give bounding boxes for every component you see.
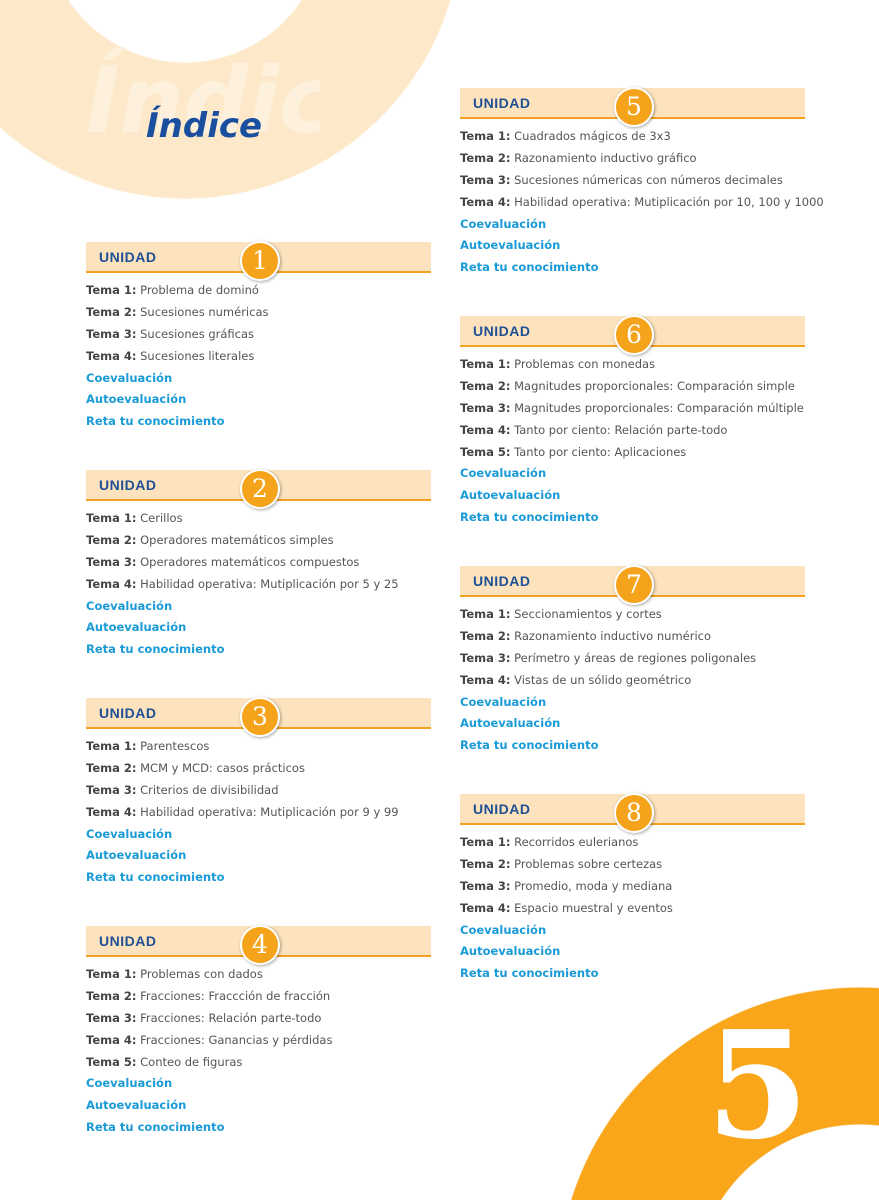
autoevaluacion-link[interactable]: Autoevaluación: [460, 488, 561, 503]
unit-label: UNIDAD: [99, 705, 157, 721]
tema-item[interactable]: [460, 672, 805, 694]
tema-item[interactable]: [460, 628, 805, 650]
unit-items: [460, 356, 805, 531]
tema-title: Problema de dominó: [140, 283, 259, 297]
tema-item[interactable]: [86, 576, 431, 598]
unit-number-badge: 7: [614, 565, 654, 605]
tema-title: Sucesiones literales: [140, 348, 255, 363]
tema-prefix: Tema 3:: [460, 400, 511, 415]
tema-title: Cerillos: [140, 511, 183, 525]
unit-header: [86, 470, 431, 501]
tema-prefix: Tema 1:: [86, 511, 137, 525]
unit-header: [86, 698, 431, 729]
tema-title: Habilidad operativa: Mutiplicación por 10, 100 y 1000: [514, 194, 824, 209]
tema-prefix: Tema 4:: [86, 1032, 137, 1047]
tema-prefix: Tema 3:: [86, 1010, 137, 1025]
tema-prefix: Tema 3:: [86, 554, 137, 569]
tema-prefix: Tema 1:: [86, 967, 137, 981]
tema-item[interactable]: [86, 532, 431, 554]
tema-prefix: Tema 2:: [460, 150, 511, 165]
tema-prefix: Tema 2:: [86, 532, 137, 547]
page-number: 5: [706, 998, 809, 1172]
tema-prefix: Tema 5:: [86, 1054, 137, 1069]
unit-number-badge: 2: [240, 469, 280, 509]
unit-header: [460, 566, 805, 597]
reta-tu-conocimiento-link[interactable]: Reta tu conocimiento: [86, 1120, 225, 1135]
unit-number-badge: 4: [240, 925, 280, 965]
unit-header: [460, 316, 805, 347]
tema-item[interactable]: [460, 400, 805, 422]
tema-item[interactable]: [86, 282, 431, 304]
tema-title: Operadores matemáticos compuestos: [140, 554, 360, 569]
tema-title: Recorridos eulerianos: [514, 835, 639, 849]
tema-item[interactable]: [460, 150, 805, 172]
tema-item[interactable]: [460, 172, 805, 194]
tema-title: Problemas con monedas: [514, 357, 656, 371]
autoevaluacion-link[interactable]: Autoevaluación: [86, 392, 187, 407]
tema-title: Tanto por ciento: Aplicaciones: [514, 444, 687, 459]
tema-item[interactable]: [460, 834, 805, 856]
tema-item[interactable]: [86, 1010, 431, 1032]
tema-prefix: Tema 2:: [86, 304, 137, 319]
tema-item[interactable]: [460, 650, 805, 672]
tema-prefix: Tema 1:: [460, 357, 511, 371]
unit-header: [460, 88, 805, 119]
tema-prefix: Tema 4:: [86, 348, 137, 363]
tema-item[interactable]: [86, 304, 431, 326]
tema-item[interactable]: [86, 738, 431, 760]
tema-prefix: Tema 1:: [460, 607, 511, 621]
tema-prefix: Tema 4:: [460, 672, 511, 687]
tema-title: Magnitudes proporcionales: Comparación múltiple: [514, 400, 804, 415]
tema-title: Fracciones: Fraccción de fracción: [140, 988, 331, 1003]
unit-items: [86, 966, 431, 1141]
coevaluacion-link[interactable]: Coevaluación: [86, 370, 173, 385]
tema-prefix: Tema 2:: [86, 988, 137, 1003]
unit-5: [460, 88, 824, 281]
tema-item[interactable]: [460, 856, 805, 878]
unit-number-badge: 3: [240, 697, 280, 737]
tema-prefix: Tema 2:: [460, 628, 511, 643]
unit-number-badge: 6: [614, 315, 654, 355]
autoevaluacion-link[interactable]: Autoevaluación: [460, 238, 561, 253]
tema-title: Sucesiones númericas con números decimales: [514, 172, 783, 187]
tema-title: Vistas de un sólido geométrico: [514, 672, 692, 687]
tema-item[interactable]: [460, 356, 805, 378]
reta-tu-conocimiento-link[interactable]: Reta tu conocimiento: [86, 642, 225, 657]
unit-header: [86, 242, 431, 273]
tema-title: Conteo de figuras: [140, 1054, 243, 1069]
tema-title: Magnitudes proporcionales: Comparación simple: [514, 378, 795, 393]
tema-prefix: Tema 1:: [460, 835, 511, 849]
reta-tu-conocimiento-link[interactable]: Reta tu conocimiento: [460, 966, 599, 981]
coevaluacion-link[interactable]: Coevaluación: [86, 1076, 173, 1091]
tema-title: Habilidad operativa: Mutiplicación por 9 y 99: [140, 804, 399, 819]
tema-prefix: Tema 1:: [86, 283, 137, 297]
unit-1: [86, 242, 431, 435]
tema-item[interactable]: [460, 128, 805, 150]
tema-title: Razonamiento inductivo gráfico: [514, 150, 697, 165]
unit-items: [86, 738, 431, 891]
tema-prefix: Tema 1:: [460, 129, 511, 143]
tema-prefix: Tema 1:: [86, 739, 137, 753]
tema-item[interactable]: [86, 760, 431, 782]
unit-header: [460, 794, 805, 825]
tema-item[interactable]: [86, 1032, 431, 1054]
tema-prefix: Tema 4:: [86, 804, 137, 819]
unit-label: UNIDAD: [473, 801, 531, 817]
unit-items: [460, 128, 824, 281]
tema-item[interactable]: [460, 194, 824, 216]
tema-title: MCM y MCD: casos prácticos: [140, 760, 305, 775]
tema-title: Fracciones: Ganancias y pérdidas: [140, 1032, 333, 1047]
tema-item[interactable]: [86, 510, 431, 532]
unit-label: UNIDAD: [473, 323, 531, 339]
tema-prefix: Tema 3:: [460, 878, 511, 893]
unit-label: UNIDAD: [473, 95, 531, 111]
autoevaluacion-link[interactable]: Autoevaluación: [460, 944, 561, 959]
tema-title: Sucesiones numéricas: [140, 304, 269, 319]
unit-items: [460, 834, 805, 987]
tema-item[interactable]: [86, 1054, 431, 1076]
unit-label: UNIDAD: [99, 249, 157, 265]
unit-number-badge: 8: [614, 793, 654, 833]
unit-6: [460, 316, 805, 531]
autoevaluacion-link[interactable]: Autoevaluación: [460, 716, 561, 731]
tema-item[interactable]: [86, 966, 431, 988]
unit-items: [86, 282, 431, 435]
tema-item[interactable]: [86, 782, 431, 804]
tema-prefix: Tema 4:: [460, 900, 511, 915]
tema-item[interactable]: [460, 444, 805, 466]
unit-number-badge: 5: [614, 87, 654, 127]
unit-3: [86, 698, 431, 891]
tema-title: Parentescos: [140, 739, 210, 753]
autoevaluacion-link[interactable]: Autoevaluación: [86, 848, 187, 863]
unit-items: [86, 510, 431, 663]
tema-prefix: Tema 2:: [460, 378, 511, 393]
tema-title: Habilidad operativa: Mutiplicación por 5 y 25: [140, 576, 399, 591]
tema-title: Cuadrados mágicos de 3x3: [514, 129, 671, 143]
tema-title: Seccionamientos y cortes: [514, 607, 662, 621]
autoevaluacion-link[interactable]: Autoevaluación: [86, 1098, 187, 1113]
tema-title: Problemas con dados: [140, 967, 263, 981]
tema-item[interactable]: [460, 378, 805, 400]
tema-title: Espacio muestral y eventos: [514, 900, 673, 915]
tema-item[interactable]: [460, 878, 805, 900]
coevaluacion-link[interactable]: Coevaluación: [460, 922, 547, 937]
tema-title: Tanto por ciento: Relación parte-todo: [514, 422, 728, 437]
reta-tu-conocimiento-link[interactable]: Reta tu conocimiento: [460, 738, 599, 753]
tema-item[interactable]: [86, 326, 431, 348]
reta-tu-conocimiento-link[interactable]: Reta tu conocimiento: [86, 870, 225, 885]
tema-title: Razonamiento inductivo numérico: [514, 628, 712, 643]
unit-number-badge: 1: [240, 241, 280, 281]
unit-2: [86, 470, 431, 663]
coevaluacion-link[interactable]: Coevaluación: [460, 694, 547, 709]
unit-label: UNIDAD: [99, 477, 157, 493]
coevaluacion-link[interactable]: Coevaluación: [460, 216, 547, 231]
tema-prefix: Tema 4:: [86, 576, 137, 591]
unit-label: UNIDAD: [473, 573, 531, 589]
coevaluacion-link[interactable]: Coevaluación: [86, 598, 173, 613]
reta-tu-conocimiento-link[interactable]: Reta tu conocimiento: [460, 260, 599, 275]
tema-title: Promedio, moda y mediana: [514, 878, 673, 893]
unit-8: [460, 794, 805, 987]
page-title: Índice: [146, 106, 263, 146]
tema-prefix: Tema 4:: [460, 194, 511, 209]
tema-title: Fracciones: Relación parte-todo: [140, 1010, 322, 1025]
unit-items: [460, 606, 805, 759]
unit-7: [460, 566, 805, 759]
tema-prefix: Tema 4:: [460, 422, 511, 437]
tema-item[interactable]: [86, 804, 431, 826]
tema-item[interactable]: [86, 554, 431, 576]
tema-prefix: Tema 2:: [460, 856, 511, 871]
autoevaluacion-link[interactable]: Autoevaluación: [86, 620, 187, 635]
tema-item[interactable]: [460, 422, 805, 444]
tema-prefix: Tema 5:: [460, 444, 511, 459]
unit-header: [86, 926, 431, 957]
tema-item[interactable]: [86, 348, 431, 370]
tema-item[interactable]: [460, 900, 805, 922]
tema-title: Sucesiones gráficas: [140, 326, 255, 341]
tema-prefix: Tema 3:: [460, 172, 511, 187]
tema-prefix: Tema 3:: [460, 650, 511, 665]
tema-title: Criterios de divisibilidad: [140, 782, 279, 797]
tema-prefix: Tema 3:: [86, 782, 137, 797]
tema-prefix: Tema 3:: [86, 326, 137, 341]
tema-prefix: Tema 2:: [86, 760, 137, 775]
tema-item[interactable]: [86, 988, 431, 1010]
tema-title: Operadores matemáticos simples: [140, 532, 334, 547]
reta-tu-conocimiento-link[interactable]: Reta tu conocimiento: [86, 414, 225, 429]
tema-title: Perímetro y áreas de regiones poligonales: [514, 650, 757, 665]
coevaluacion-link[interactable]: Coevaluación: [460, 466, 547, 481]
unit-4: [86, 926, 431, 1141]
unit-label: UNIDAD: [99, 933, 157, 949]
tema-item[interactable]: [460, 606, 805, 628]
coevaluacion-link[interactable]: Coevaluación: [86, 826, 173, 841]
tema-title: Problemas sobre certezas: [514, 856, 663, 871]
reta-tu-conocimiento-link[interactable]: Reta tu conocimiento: [460, 510, 599, 525]
